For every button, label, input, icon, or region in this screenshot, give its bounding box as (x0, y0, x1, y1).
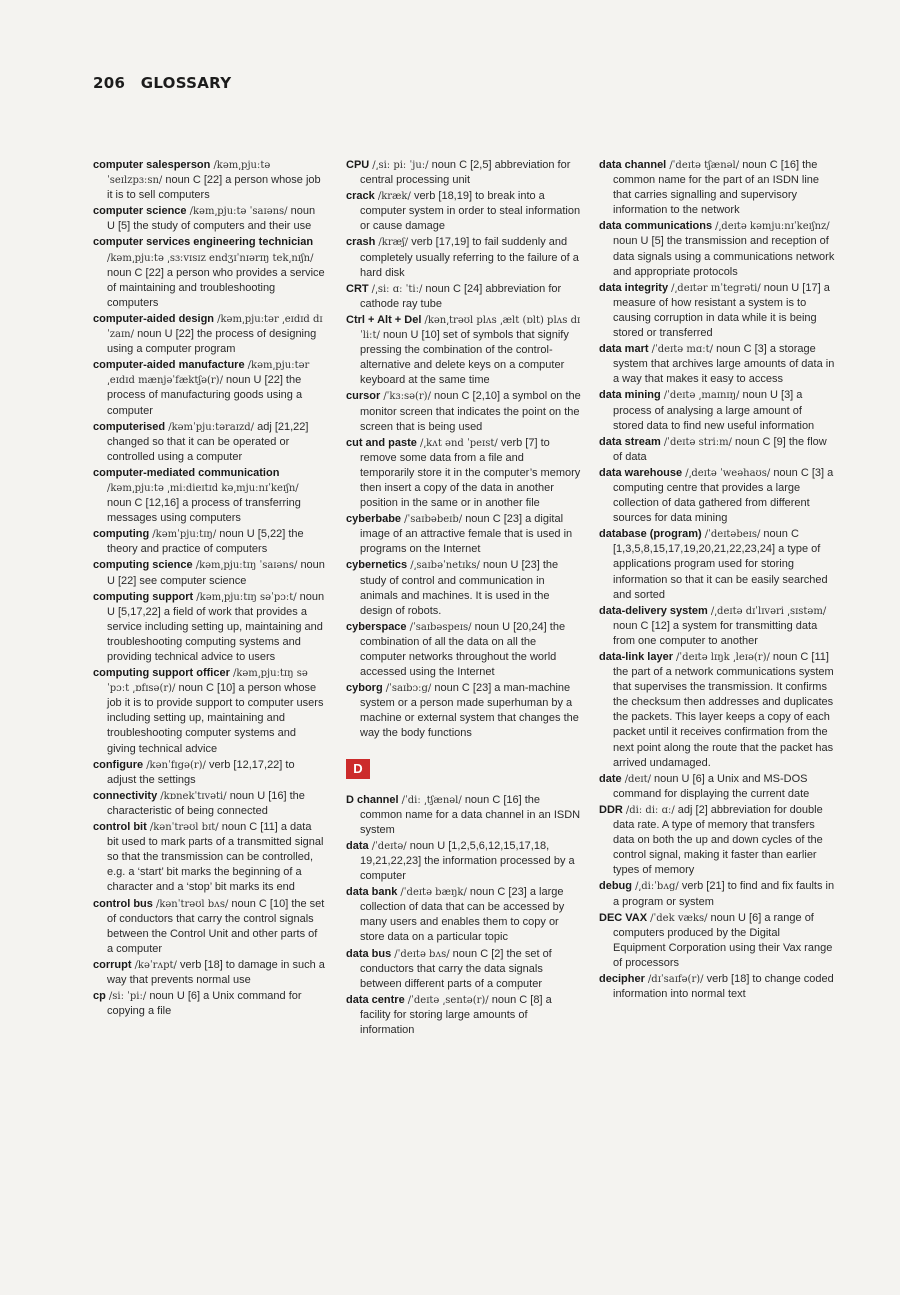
entry-headword: data-link layer (599, 651, 673, 663)
glossary-entry (346, 885, 581, 945)
entry-definition: noun C [11] the part of a network communications system that supervises the transmission. It confirms the checksum then addresses and duplicates the packets. This layer keeps a copy of each packet until it receives confirmation from the next point along the route that the packet has arrived undamaged. (613, 651, 834, 769)
entry-headword: cybernetics (346, 559, 408, 572)
entry-pronunciation: /ˈdeɪtə bʌs/ (394, 948, 450, 960)
entry-pronunciation: /diː diː ɑː/ (625, 804, 675, 816)
entry-headword: crash (346, 236, 376, 249)
glossary-entry (346, 189, 581, 234)
entry-headword: computer-mediated communication (93, 466, 280, 479)
entry-definition: noun C [12] a system for transmitting data from one computer to another (613, 619, 818, 647)
entry-headword: date (599, 772, 622, 785)
entry-definition: noun U [5,17,22] a field of work that provides a service including setting up, maintaining and troubleshooting computing systems and providing technical advice to users (107, 590, 325, 663)
entry-headword: Ctrl + Alt + Del (346, 313, 422, 326)
entry-headword: configure (93, 758, 144, 771)
entry-definition: adj [2] abbreviation for double data rate. A type of memory that transfers data on both the up and down cycles of the control signal, making it faster than earlier types of memory (613, 803, 823, 877)
glossary-entry (599, 604, 835, 649)
entry-pronunciation: /siː ˈpiː/ (108, 991, 147, 1003)
entry-headword: data mart (599, 343, 649, 356)
entry-pronunciation: /ˈkɜːsə(r)/ (383, 391, 431, 403)
entry-pronunciation: /ˈsaɪbəbeɪb/ (404, 514, 463, 526)
entry-pronunciation: /kəm͵pjuːtɪŋ səˈpɔːt ͵ɒfɪsə(r)/ (107, 668, 308, 695)
entry-pronunciation: /͵siː piː ˈjuː/ (372, 160, 429, 171)
glossary-column-1 (93, 158, 325, 1020)
entry-definition: noun U [16] the characteristic of being connected (107, 789, 305, 817)
entry-pronunciation: /kræk/ (377, 191, 411, 203)
glossary-entry (93, 420, 325, 465)
glossary-entry (346, 839, 581, 884)
entry-definition: noun U [17] a measure of how resistant a system is to causing corruption in data while it is being stored or transferred (613, 281, 830, 340)
glossary-column-2 (346, 158, 581, 1039)
entry-pronunciation: /kəm͵pjuːtər ͵eɪdɪd dɪˈzaɪn/ (107, 313, 323, 341)
glossary-entry (346, 681, 581, 741)
glossary-entry (599, 772, 835, 802)
entry-definition: noun C [3] a storage system that archives large amounts of data in a way that makes it easy to access (613, 343, 835, 386)
entry-pronunciation: /kən͵trəʊl plʌs ͵ælt (ɒlt) plʌs dɪˈliːt/ (360, 314, 581, 342)
entry-pronunciation: /ˈsaɪbɔːg/ (385, 683, 432, 695)
entry-headword: data integrity (599, 281, 669, 294)
entry-definition: verb [21] to find and fix faults in a program or system (613, 880, 835, 908)
entry-headword: database (program) (599, 528, 702, 541)
entry-headword: computer science (93, 205, 187, 218)
entry-definition: noun C [23] a digital image of an attractive female that is used in programs on the Internet (360, 513, 573, 556)
entry-headword: CPU (346, 159, 370, 171)
entry-headword: cursor (346, 390, 381, 403)
entry-headword: control bus (93, 897, 153, 910)
entry-headword: debug (599, 880, 632, 893)
entry-definition: verb [7] to remove some data from a file and temporarily store it in the computer’s memory then insert a copy of the data in another position in the same or in another file (360, 436, 581, 510)
glossary-entry (93, 958, 325, 988)
entry-pronunciation: /kəˈrʌpt/ (134, 959, 177, 971)
entry-headword: DDR (599, 803, 623, 816)
entry-pronunciation: /͵deɪtə dɪˈlɪvəri ͵sɪstəm/ (710, 605, 827, 617)
entry-headword: computer-aided manufacture (93, 359, 245, 372)
entry-headword: data (346, 839, 369, 852)
glossary-entry (346, 947, 581, 992)
entry-headword: DEC VAX (599, 911, 648, 924)
entry-headword: cyborg (346, 682, 383, 695)
entry-definition: noun C [23] a man-machine system or a person made superhuman by a machine or external system that changes the way the body functions (360, 682, 579, 740)
entry-pronunciation: /kəm͵pjuːtə ˈseɪlzpɜːsn/ (107, 160, 271, 187)
entry-headword: cut and paste (346, 436, 417, 449)
glossary-entry (93, 897, 325, 957)
entry-definition: noun C [11] a data bit used to mark parts of a transmitted signal so that the transmission can be controlled, e.g. a ‘start’ bit marks the beginning of a character and a ‘stop’ bit marks its end (107, 821, 324, 894)
entry-pronunciation: /͵deɪtə kəmjuːnɪˈkeɪʃnz/ (715, 221, 830, 233)
glossary-entry (93, 789, 325, 819)
entry-headword: data bank (346, 886, 398, 899)
entry-pronunciation: /kəm͵pjuːtə ˈsaɪəns/ (189, 206, 288, 218)
entry-headword: decipher (599, 972, 645, 985)
entry-headword: crack (346, 190, 375, 203)
glossary-entry (93, 666, 325, 757)
entry-pronunciation: /kəm͵pjuːtə ͵sɜːvɪsɪz endʒɪˈnɪərɪŋ tek͵nɪʃn/ (107, 252, 314, 264)
glossary-entry (346, 620, 581, 680)
glossary-entry (599, 911, 835, 971)
entry-pronunciation: /ˈdeɪtə striːm/ (663, 436, 732, 448)
glossary-entry (93, 235, 325, 310)
entry-definition: noun C [22] a person whose job it is to sell computers (107, 174, 321, 202)
entry-definition: noun U [22] the process of manufacturing goods using a computer (107, 374, 303, 417)
entry-headword: computerised (93, 420, 166, 433)
entry-headword: computing support (93, 590, 194, 603)
glossary-entry (93, 358, 325, 418)
entry-pronunciation: /ˈdeɪtə ͵maɪnɪŋ/ (663, 390, 740, 402)
entry-pronunciation: /͵deɪtə ˈweəhaʊs/ (685, 467, 771, 479)
glossary-entry (599, 158, 835, 218)
entry-pronunciation: /deɪt/ (624, 773, 651, 785)
entry-headword: data centre (346, 993, 405, 1006)
entry-definition: noun U [6] a Unix and MS-DOS command for displaying the current date (613, 772, 810, 800)
page-title: GLOSSARY (140, 74, 232, 92)
entry-pronunciation: /ˈsaɪbəspeɪs/ (409, 621, 472, 633)
entry-definition: noun U [6] a range of computers produced by the Digital Equipment Corporation using their Vax range of processors (613, 911, 833, 969)
entry-headword: connectivity (93, 789, 158, 802)
entry-headword: computing science (93, 559, 193, 572)
entry-headword: data communications (599, 220, 713, 233)
glossary-entry (599, 435, 835, 465)
entry-definition: noun U [23] the study of control and communication in animals and machines. It is used in the design of robots. (360, 559, 559, 617)
entry-definition: noun U [5,22] the theory and practice of computers (107, 528, 304, 556)
entry-headword: data warehouse (599, 466, 683, 479)
entry-pronunciation: /kəm͵pjuːtə ͵miːdieɪtɪd kə͵mjuːnɪˈkeɪʃn/ (107, 482, 299, 494)
entry-pronunciation: /kɒnekˈtɪvəti/ (160, 790, 227, 802)
glossary-entry (346, 993, 581, 1038)
entry-headword: CRT (346, 282, 369, 295)
entry-definition: noun C [16] the common name for a data channel in an ISDN system (360, 793, 581, 836)
page-header (93, 74, 231, 92)
entry-pronunciation: /kəmˈpjuːtɪŋ/ (152, 529, 217, 541)
glossary-entry (346, 558, 581, 618)
page-number: 206 (93, 74, 126, 92)
entry-headword: computer services engineering technician (93, 236, 314, 249)
entry-definition: noun U [22] the process of designing using a computer program (107, 328, 317, 356)
glossary-entry (346, 512, 581, 557)
entry-definition: verb [18] to damage in such a way that prevents normal use (107, 958, 325, 986)
glossary-entry (93, 590, 325, 665)
entry-definition: noun C [10] the set of conductors that carry the control signals between the Control Unit and other parts of a computer (107, 897, 325, 955)
entry-headword: data mining (599, 389, 661, 402)
entry-pronunciation: /ˈdiː ͵tʃænəl/ (401, 794, 462, 806)
entry-pronunciation: /͵saɪbəˈnetɪks/ (410, 560, 480, 572)
entry-headword: computer-aided design (93, 312, 215, 325)
glossary-entry (93, 758, 325, 788)
entry-pronunciation: /kræʃ/ (378, 237, 409, 249)
entry-headword: cyberspace (346, 620, 407, 633)
entry-headword: computer salesperson (93, 159, 211, 171)
glossary-entry (599, 388, 835, 433)
entry-pronunciation: /ˈdeɪtə tʃænəl/ (669, 160, 740, 171)
entry-pronunciation: /͵deɪtər ɪnˈtegrəti/ (671, 282, 761, 294)
entry-headword: data-delivery system (599, 604, 708, 617)
entry-pronunciation: /kəmˈpjuːtəraɪzd/ (168, 421, 255, 433)
entry-pronunciation: /dɪˈsaɪfə(r)/ (647, 973, 704, 985)
glossary-entry (599, 650, 835, 771)
glossary-column-2-d-entries (346, 793, 581, 1039)
entry-definition: noun U [20,24] the combination of all the data on all the computer networks throughout the world accessed using the Internet (360, 620, 566, 679)
glossary-entry (346, 158, 581, 188)
entry-definition: verb [12,17,22] to adjust the settings (107, 758, 295, 786)
entry-definition: noun C [2] the set of conductors that carry the data signals between different parts of a computer (360, 947, 552, 990)
entry-pronunciation: /kənˈtrəʊl bɪt/ (149, 822, 219, 834)
entry-pronunciation: /ˈdeɪtə lɪŋk ͵leɪə(r)/ (676, 652, 770, 663)
entry-pronunciation: /kənˈtrəʊl bʌs/ (155, 898, 229, 910)
glossary-entry (346, 282, 581, 312)
entry-definition: noun U [3] a process of analysing a large amount of stored data to find new useful information (613, 389, 815, 432)
entry-definition: adj [21,22] changed so that it can be operated or controlled using a computer (107, 420, 309, 463)
glossary-entry (93, 527, 325, 557)
glossary-entry (346, 436, 581, 511)
entry-definition: noun C [8] a facility for storing large amounts of information (360, 993, 552, 1036)
glossary-entry (93, 820, 325, 895)
glossary-entry (346, 235, 581, 280)
entry-definition: noun C [3] a computing centre that provides a large collection of data gathered from different sources for data mining (613, 466, 834, 525)
entry-definition: noun C [9] the flow of data (613, 435, 827, 463)
glossary-entry (599, 803, 835, 878)
entry-definition: noun C [16] the common name for the part of an ISDN line that carries signalling and supervisory information to the network (613, 159, 820, 217)
entry-pronunciation: /ˈdeɪtə bæŋk/ (400, 887, 467, 899)
entry-pronunciation: /ˈdeɪtə/ (371, 840, 407, 852)
entry-pronunciation: /͵siː ɑː ˈtiː/ (371, 283, 423, 295)
entry-headword: data bus (346, 947, 392, 960)
entry-headword: data channel (599, 159, 667, 171)
entry-definition: noun C [10] a person whose job it is to provide support to computer users including setting up, maintaining and troubleshooting computer systems and giving technical advice (107, 682, 324, 755)
glossary-column-3 (599, 158, 835, 1003)
entry-definition: noun C [2,10] a symbol on the monitor screen that indicates the point on the screen that is being used (360, 390, 581, 433)
glossary-entry (599, 281, 835, 341)
entry-definition: noun U [1,2,5,6,12,15,17,18, 19,21,22,23] the information processed by a computer (360, 839, 575, 883)
entry-pronunciation: /kənˈfɪgə(r)/ (146, 759, 206, 771)
section-letter-badge: D (346, 759, 370, 779)
entry-definition: noun C [2,5] abbreviation for central processing unit (360, 159, 571, 187)
glossary-entry (93, 204, 325, 234)
entry-pronunciation: /kəm͵pjuːtər ͵eɪdɪd mænjəˈfæktʃə(r)/ (107, 360, 310, 387)
entry-definition: noun C [22] a person who provides a service of maintaining and troubleshooting computers (107, 266, 325, 309)
entry-headword: corrupt (93, 958, 132, 971)
entry-definition: noun U [5] the transmission and reception of data signals using a communications network and appropriate protocols (613, 235, 835, 278)
glossary-entry (346, 313, 581, 388)
entry-definition: noun C [12,16] a process of transferring messages using computers (107, 497, 301, 525)
entry-headword: computing support officer (93, 667, 230, 680)
entry-definition: verb [18,19] to break into a computer system in order to steal information or cause damage (360, 190, 581, 233)
entry-pronunciation: /͵kʌt ənd ˈpeɪst/ (419, 437, 498, 449)
entry-headword: cyberbabe (346, 513, 402, 526)
entry-pronunciation: /ˈdeɪtəbeɪs/ (704, 529, 761, 541)
glossary-entry (93, 989, 325, 1019)
entry-headword: data stream (599, 435, 661, 448)
glossary-entry (599, 972, 835, 1002)
entry-definition: noun U [10] set of symbols that signify pressing the combination of the control-alternative and delete keys on a computer keyboard at the same time (360, 329, 569, 387)
glossary-entry (346, 389, 581, 434)
glossary-entry (93, 466, 325, 526)
entry-definition: noun U [6] a Unix command for copying a file (107, 990, 302, 1018)
entry-definition: noun U [22] see computer science (107, 559, 325, 587)
entry-definition: noun U [5] the study of computers and their use (107, 205, 316, 233)
entry-pronunciation: /kəm͵pjuːtɪŋ səˈpɔːt/ (196, 591, 297, 603)
entry-definition: noun C [1,3,5,8,15,17,19,20,21,22,23,24] a type of applications program used for storing information so that it can be easily searched and sorted (613, 528, 828, 601)
glossary-entry (93, 558, 325, 588)
entry-pronunciation: /ˈdeɪtə mɑːt/ (651, 344, 713, 356)
entry-definition: noun C [24] abbreviation for cathode ray tube (360, 282, 562, 310)
entry-pronunciation: /ˈdek væks/ (650, 912, 708, 924)
entry-definition: verb [17,19] to fail suddenly and completely usually referring to the failure of a hard disk (360, 236, 579, 279)
entry-pronunciation: /ˈdeɪtə ͵sentə(r)/ (407, 994, 489, 1006)
glossary-entry (599, 879, 835, 909)
glossary-entry (599, 527, 835, 602)
entry-headword: computing (93, 528, 150, 541)
glossary-entry (93, 158, 325, 203)
glossary-entry (346, 793, 581, 838)
entry-pronunciation: /͵diːˈbʌg/ (635, 881, 679, 893)
entry-definition: noun C [23] a large collection of data that can be accessed by many users and enables them to copy or store data on a particular topic (360, 886, 565, 944)
glossary-entry (93, 312, 325, 357)
entry-headword: control bit (93, 821, 147, 834)
glossary-entry (599, 342, 835, 387)
entry-pronunciation: /kəm͵pjuːtɪŋ ˈsaɪəns/ (195, 560, 298, 572)
entry-headword: cp (93, 990, 106, 1003)
glossary-entry (599, 219, 835, 279)
entry-headword: D channel (346, 793, 399, 806)
glossary-column-2-c-entries (346, 158, 581, 742)
entry-definition: verb [18] to change coded information into normal text (613, 972, 834, 1001)
glossary-entry (599, 466, 835, 526)
